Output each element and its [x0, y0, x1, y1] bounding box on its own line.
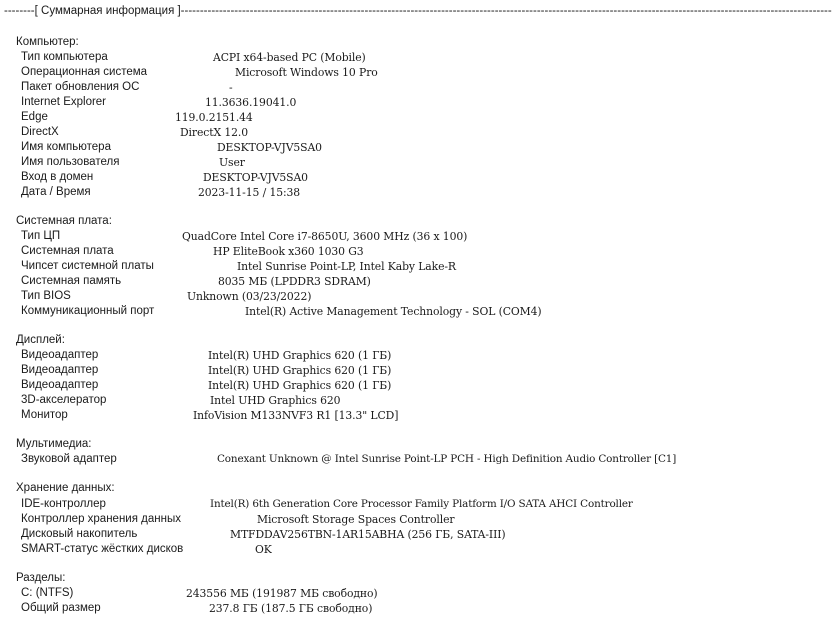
row-key: Internet Explorer — [21, 96, 107, 108]
row-key: Тип BIOS — [21, 290, 71, 302]
section-title-storage: Хранение данных: — [16, 482, 115, 494]
row-key: C: (NTFS) — [21, 587, 74, 599]
computer-row-ie — [21, 95, 700, 110]
row-value: 119.0.2151.44 — [175, 111, 253, 124]
row-key: Имя пользователя — [21, 156, 120, 168]
row-value: Intel Sunrise Point-LP, Intel Kaby Lake-R — [237, 260, 456, 273]
storage-row-controller — [21, 512, 700, 527]
row-value: OK — [255, 543, 272, 556]
row-value: MTFDDAV256TBN-1AR15ABHA (256 ГБ, SATA-III) — [230, 528, 506, 541]
row-key: Дисковый накопитель — [21, 528, 138, 540]
row-key: Монитор — [21, 409, 68, 421]
computer-row-domain — [21, 170, 700, 185]
row-value: Microsoft Windows 10 Pro — [235, 66, 378, 79]
computer-row-name — [21, 140, 700, 155]
motherboard-row-memory — [21, 274, 700, 289]
row-key: Тип компьютера — [21, 51, 108, 63]
row-value: Intel(R) UHD Graphics 620 (1 ГБ) — [208, 349, 392, 362]
storage-row-ide — [21, 497, 700, 512]
motherboard-row-chipset — [21, 259, 700, 274]
computer-row-service-pack — [21, 80, 700, 95]
motherboard-row-comport — [21, 304, 700, 319]
section-title-partitions: Разделы: — [16, 572, 66, 584]
report-header: --------[ Суммарная информация ]-------------------------------------------------------------------------------------------------------------------------------------------------------------------------- — [4, 5, 832, 17]
storage-row-disk — [21, 527, 700, 542]
row-key: Системная плата — [21, 245, 114, 257]
multimedia-row-audio — [21, 452, 700, 467]
row-value: Intel(R) UHD Graphics 620 (1 ГБ) — [208, 364, 392, 377]
row-key: Тип ЦП — [21, 230, 61, 242]
row-value: 8035 МБ (LPDDR3 SDRAM) — [218, 275, 371, 288]
row-value: DESKTOP-VJV5SA0 — [203, 171, 308, 184]
row-value: DirectX 12.0 — [180, 126, 249, 139]
row-value: 243556 МБ (191987 МБ свободно) — [186, 587, 378, 600]
row-value: Microsoft Storage Spaces Controller — [257, 513, 455, 526]
row-key: Дата / Время — [21, 186, 91, 198]
row-key: Звуковой адаптер — [21, 453, 117, 465]
row-key: Видеоадаптер — [21, 379, 99, 391]
row-value: InfoVision M133NVF3 R1 [13.3" LCD] — [193, 409, 399, 422]
section-title-computer: Компьютер: — [16, 36, 79, 48]
row-value: Intel(R) 6th Generation Core Processor Family Platform I/O SATA AHCI Controller — [210, 498, 633, 510]
row-value: QuadCore Intel Core i7-8650U, 3600 MHz (36 x 100) — [182, 230, 468, 243]
row-value: Unknown (03/23/2022) — [187, 290, 312, 303]
row-key: Видеоадаптер — [21, 349, 99, 361]
row-key: Общий размер — [21, 602, 101, 614]
row-key: Чипсет системной платы — [21, 260, 154, 272]
row-value: User — [219, 156, 245, 169]
computer-row-directx — [21, 125, 700, 140]
display-row-3d — [21, 393, 700, 408]
row-key: 3D-акселератор — [21, 394, 107, 406]
display-row-adapter-3 — [21, 378, 700, 393]
row-key: Контроллер хранения данных — [21, 513, 181, 525]
row-value: 237.8 ГБ (187.5 ГБ свободно) — [209, 602, 373, 615]
row-value: DESKTOP-VJV5SA0 — [217, 141, 322, 154]
row-value: HP EliteBook x360 1030 G3 — [213, 245, 364, 258]
partitions-row-total — [21, 601, 700, 616]
row-key: DirectX — [21, 126, 59, 138]
row-key: Системная память — [21, 275, 122, 287]
row-key: IDE-контроллер — [21, 498, 106, 510]
row-value: 11.3636.19041.0 — [205, 96, 297, 109]
row-key: Имя компьютера — [21, 141, 111, 153]
display-row-monitor — [21, 408, 700, 423]
row-value: Intel(R) Active Management Technology - SOL (COM4) — [245, 305, 542, 318]
row-value: Intel UHD Graphics 620 — [210, 394, 341, 407]
row-key: Операционная система — [21, 66, 148, 78]
computer-row-edge — [21, 110, 700, 125]
computer-row-os — [21, 65, 700, 80]
row-key: Коммуникационный порт — [21, 305, 155, 317]
row-value: ACPI x64-based PC (Mobile) — [213, 51, 366, 64]
row-key: Пакет обновления ОС — [21, 81, 140, 93]
partitions-row-c — [21, 586, 700, 601]
motherboard-row-cpu — [21, 229, 700, 244]
row-value: 2023-11-15 / 15:38 — [198, 186, 301, 199]
display-row-adapter-2 — [21, 363, 700, 378]
display-row-adapter-1 — [21, 348, 700, 363]
row-key: Edge — [21, 111, 48, 123]
motherboard-row-board — [21, 244, 700, 259]
row-key: Вход в домен — [21, 171, 94, 183]
section-title-multimedia: Мультимедиа: — [16, 438, 92, 450]
section-title-display: Дисплей: — [16, 334, 65, 346]
storage-row-smart — [21, 542, 700, 557]
row-value: - — [229, 81, 233, 94]
row-value: Conexant Unknown @ Intel Sunrise Point-LP PCH - High Definition Audio Controller [C1] — [217, 453, 677, 465]
row-value: Intel(R) UHD Graphics 620 (1 ГБ) — [208, 379, 392, 392]
computer-row-datetime — [21, 185, 700, 200]
row-key: SMART-статус жёстких дисков — [21, 543, 184, 555]
computer-row-user — [21, 155, 700, 170]
motherboard-row-bios — [21, 289, 700, 304]
section-title-motherboard: Системная плата: — [16, 215, 112, 227]
computer-row-type — [21, 50, 700, 65]
row-key: Видеоадаптер — [21, 364, 99, 376]
